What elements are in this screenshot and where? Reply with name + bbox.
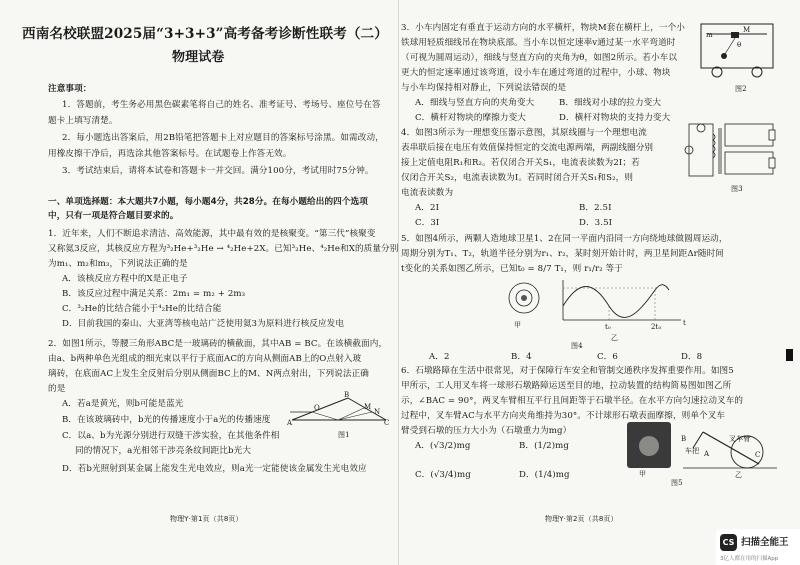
fig2-label-m: m: [706, 31, 713, 39]
q3-option-d: D．横杆对物块的支持力变大: [559, 113, 671, 123]
q1-line2: 又称氦3反应，其核反应方程为³₂He+³₂He → ⁴₂He+2X。已知³₂He、⁴₂He和X的质量分别: [48, 244, 398, 254]
q3-option-a: A．细线与竖直方向的夹角变大: [415, 98, 535, 108]
q4-option-d: D．3.5I: [579, 218, 613, 228]
q6-option-a: A．(√3/2)mg: [415, 441, 471, 451]
q5-option-c: C．6: [597, 352, 618, 362]
fig5-label-jia: 甲: [639, 470, 647, 478]
fig5-caption: 图5: [671, 479, 683, 487]
q3-option-b: B．细线对小球的拉力变大: [559, 98, 662, 108]
exam-subtitle: 物理试卷: [172, 50, 225, 65]
fig5-label-yi: 乙: [735, 471, 743, 479]
page-left: [0, 0, 398, 565]
q1-option-c: C．³₂He的比结合能小于⁴₂He的比结合能: [62, 304, 222, 314]
q2-line4: 的是: [48, 384, 66, 394]
exam-title: 西南名校联盟2025届“3+3+3”高考备考诊断性联考（二）: [22, 26, 388, 42]
note-2a: 2．每小题选出答案后，用2B铅笔把答题卡上对应题目的答案标号涂黑。如需改动，: [62, 133, 384, 143]
q5-option-b: B．4: [511, 352, 532, 362]
q6-option-c: C．(√3/4)mg: [415, 470, 471, 480]
fig2-label-bigm: M: [743, 26, 751, 34]
note-3: 3．考试结束后，请将本试卷和答题卡一并交回。满分100分，考试用时75分钟。: [62, 166, 374, 176]
fig4-label-t0: t₀: [605, 323, 611, 331]
q3-option-c: C．横杆对物块的摩擦力变大: [415, 113, 527, 123]
q4-line1: 4．如图3所示为一理想变压器示意图，其原线圈与一个理想电流: [401, 128, 647, 138]
stone-ball-photo: [639, 436, 659, 456]
q4-line2: 表串联后接在电压有效值保持恒定的交流电源两端，两副线圈分别: [401, 143, 654, 153]
fig5-label-a: A: [704, 450, 710, 458]
fig5-photo: [627, 422, 671, 468]
fig1-label-b: B: [344, 391, 350, 399]
fig4-label-jia: 甲: [514, 321, 522, 329]
fig1-label-n: N: [374, 408, 381, 416]
q6-line5: 臂受到石墩的压力大小为（石墩重力为mg）: [401, 426, 572, 436]
figure-4-distance-graph: [559, 276, 689, 328]
q6-line3: 示，∠BAC = 90°，两叉车臂相互平行且间距等于石墩半径。在水平方向匀速拉动叉车的: [401, 396, 744, 406]
q4-option-a: A．2I: [415, 203, 440, 213]
q2-line1: 2．如图1所示，等腰三角形ABC是一玻璃砖的横截面，其中AB = BC。在该横截面内，: [48, 339, 388, 349]
q3-line5: 与小车均保持相对静止，下列说法错误的是: [401, 83, 567, 93]
q5-line2: 周期分别为T₁、T₂，轨道半径分别为r₁、r₂，某时刻开始计时，两卫星间距Δr随时间: [401, 249, 724, 259]
q4-option-b: B．2.5I: [579, 203, 612, 213]
q6-line1: 6．石墩路障在生活中很常见，对于保障行车安全和管制交通秩序发挥重要作用。如图5: [401, 366, 734, 376]
note-1b: 题卡上填写清楚。: [48, 116, 118, 126]
q4-line5: 电流表读数为: [401, 188, 454, 198]
section1-b: 中，只有一项是符合题目要求的。: [48, 211, 179, 221]
fig5-label-arm: 叉车臂: [729, 435, 751, 443]
fig1-caption: 图1: [338, 431, 350, 439]
fig1-label-m: M: [364, 403, 372, 411]
scanner-logo: CS: [720, 534, 737, 551]
fig4-caption: 图4: [571, 342, 583, 350]
section1-a: 一、单项选择题：本大题共7小题，每小题4分，共28分。在每小题给出的四个选项: [48, 197, 368, 207]
q6-option-d: D．(1/4)mg: [519, 470, 570, 480]
q3-line1: 3．小车内固定有垂直于运动方向的水平横杆，物块M套在横杆上，一个小: [401, 23, 685, 33]
q5-line3: t变化的关系如图乙所示，已知t₀ = 8/7 T₁，则 r₁/r₂ 等于: [401, 264, 623, 274]
q6-line2: 甲所示，工人用叉车将一球形石墩路障运送至目的地，拉动装置的结构简易图如图乙所: [401, 381, 732, 391]
page-right: [398, 0, 800, 565]
q6-line4: 过程中，叉车臂AC与水平方向夹角维持为30°。不计球形石墩表面摩擦，则单个叉车: [401, 411, 726, 421]
footer-left: 物理Y·第1页（共8页）: [170, 515, 243, 523]
q2-option-b: B．在该玻璃砖中，b光的传播速度小于a光的传播速度: [62, 415, 271, 425]
q3-line2: 铁球用轻质细线吊在物块底部。当小车以恒定速率v通过某一水平弯道时: [401, 38, 676, 48]
q1-option-d: D．目前我国的秦山、大亚湾等核电站广泛使用氦3为原料进行核反应发电: [62, 319, 345, 329]
figure-3-transformer: [685, 118, 785, 182]
scanner-name: 扫描全能王: [741, 537, 789, 548]
q1-option-b: B．该反应过程中满足关系：2m₁ = m₂ + 2m₃: [62, 289, 246, 299]
fig5-label-b: B: [681, 435, 687, 443]
q2-option-c1: C．以a、b为光源分别进行双缝干涉实验，在其他条件相: [62, 431, 280, 441]
fig1-label-a: A: [287, 419, 293, 427]
q1-line3: 为m₁、m₂和m₃，下列说法正确的是: [48, 259, 188, 269]
q3-line3: （可视为圆周运动），细线与竖直方向的夹角为θ，如图2所示。若小车以: [401, 53, 678, 63]
q4-line4: 仅闭合开关S₂，电流表读数为I。若同时闭合开关S₁和S₂，则: [401, 173, 634, 183]
fig4-label-yi: 乙: [611, 334, 619, 342]
q5-option-d: D．8: [681, 352, 703, 362]
q1-option-a: A．该核反应方程中的X是正电子: [62, 274, 188, 284]
note-2b: 用橡皮擦干净后，再选涂其他答案标号。在试题卷上作答无效。: [48, 149, 292, 159]
fig2-caption: 图2: [735, 85, 747, 93]
fig5-label-c: C: [755, 451, 761, 459]
note-1a: 1．答题前，考生务必用黑色碳素笔将自己的姓名、准考证号、考场号、座位号在答: [62, 100, 381, 110]
fig3-caption: 图3: [731, 185, 743, 193]
q4-option-c: C．3I: [415, 218, 440, 228]
q6-option-b: B．(1/2)mg: [519, 441, 569, 451]
q2-line2: 由a、b两种单色光组成的细光束以平行于底面AC的方向从侧面AB上的O点射入玻: [48, 354, 362, 364]
q5-option-a: A．2: [429, 352, 450, 362]
q5-line1: 5．如图4所示，两颗人造地球卫星1、2在同一平面内沿同一方向绕地球做圆周运动，: [401, 234, 728, 244]
q2-option-d: D．若b光照射到某金属上能发生光电效应，则a光一定能使该金属发生光电效应: [62, 464, 367, 474]
scanner-tagline: 3亿人都在用的扫描App: [720, 556, 779, 562]
fig5-label-car: 车把: [685, 447, 700, 455]
scanner-watermark: [716, 529, 800, 565]
q2-line3: 璃砖，在底面AC上发生全反射后分别从侧面BC上的M、N两点射出，下列说法正确: [48, 369, 369, 379]
edge-marker: [786, 349, 793, 361]
fig2-label-theta: θ: [737, 41, 742, 49]
fig4-label-2t0: 2t₀: [651, 323, 662, 331]
figure-4-orbits: [499, 280, 549, 320]
q2-option-c2: 同的情况下，a光相邻干涉亮条纹间距比b光大: [75, 446, 252, 456]
q4-line3: 接上定值电阻R₁和R₂。若仅闭合开关S₁，电流表读数为2I；若: [401, 158, 640, 168]
fig1-label-o: O: [314, 404, 320, 412]
notes-header: 注意事项：: [48, 84, 92, 94]
q2-option-a: A．若a是黄光，则b可能是蓝光: [62, 399, 184, 409]
q1-line1: 1．近年来，人们不断追求清洁、高效能源，其中最有效的是核聚变。“第三代”核聚变: [48, 229, 376, 239]
fig4-label-t: t: [683, 319, 686, 327]
q3-line4: 更大的恒定速率通过该弯道，设小车在通过弯道的过程中，小球、物块: [401, 68, 671, 78]
fig1-label-c: C: [384, 419, 390, 427]
footer-right: 物理Y·第2页（共8页）: [545, 515, 618, 523]
